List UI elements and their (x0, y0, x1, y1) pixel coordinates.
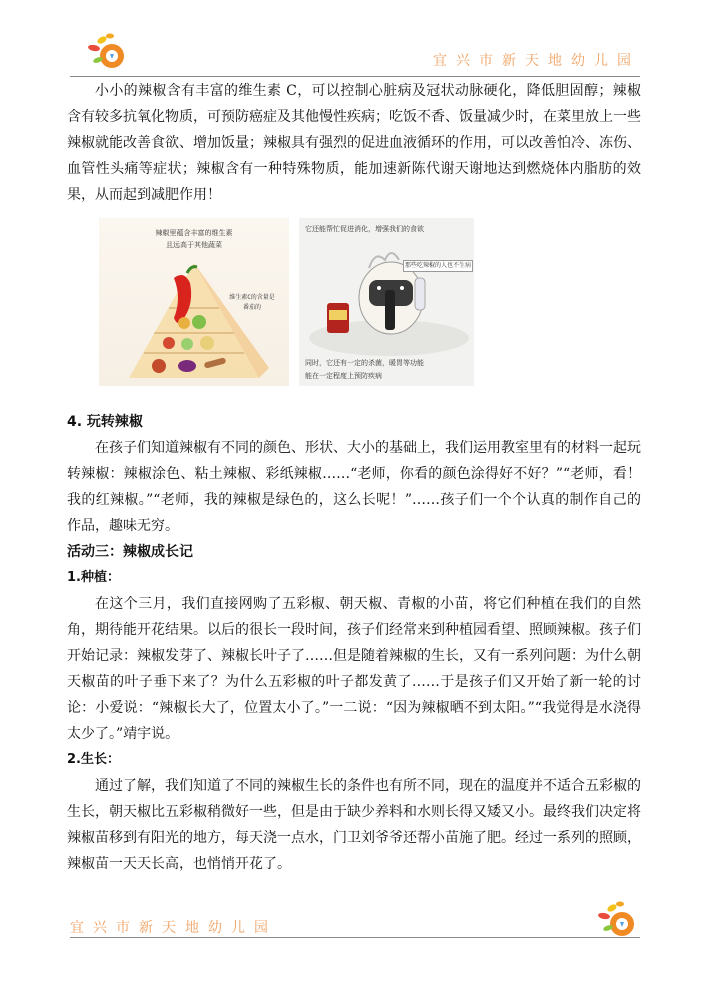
pyramid-side-note: 维生素C的含量是番茄的 (229, 294, 275, 311)
figure-row (99, 218, 641, 401)
intro-paragraph: 小小的辣椒含有丰富的维生素 C，可以控制心脏病及冠状动脉硬化，降低胆固醇；辣椒含有较多抗氧化物质，可预防癌症及其他慢性疾病；吃饭不香、饭量减少时，在菜里放上一些辣椒就能改善食欲、增加饭量；辣椒具有强烈的促进血液循环的作用，可以改善怕冷、冻伤、血管性头痛等症状；辣椒含有一种特殊物质，能加速新陈代谢天谢地达到燃烧体内脂肪的效果，从而起到减肥作用！ (67, 83, 641, 203)
pyramid-caption-1: 辣椒里蕴含丰富的维生素 (155, 229, 233, 237)
food-pyramid-figure (99, 218, 289, 386)
header-school-name: 宜兴市新天地幼儿园 (433, 53, 640, 69)
page-footer (70, 900, 640, 950)
footer-school-name: 宜兴市新天地幼儿园 (70, 920, 277, 936)
activity-three-heading: 活动三：辣椒成长记 (67, 544, 193, 560)
document-body (67, 78, 641, 877)
cartoon-caption-top: 它还能帮忙促进消化，增强我们的食欲 (305, 225, 424, 233)
kindergarten-logo-icon (80, 30, 130, 74)
cartoon-caption-bottom: 同时，它还有一定的杀菌，暖胃等功能 (305, 359, 424, 367)
footer-divider (70, 937, 640, 938)
section-heading-play: 4. 玩转辣椒 (67, 414, 143, 430)
cartoon-caption-bottom-2: 能在一定程度上预防疾病 (305, 372, 382, 380)
planting-paragraph: 在这个三月，我们直接网购了五彩椒、朝天椒、青椒的小苗，将它们种植在我们的自然角，期待能开花结果。以后的很长一段时间，孩子们经常来到种植园看望、照顾辣椒。孩子们开始记录：辣椒发芽了、辣椒长叶子了……但是随着辣椒的生长，又有一系列问题：为什么朝天椒苗的叶子垂下来了？为什么五彩椒的叶子都发黄了……于是孩子们又开始了新一轮的讨论：小爱说：“辣椒长大了，位置太小了。”一二说：“因为辣椒晒不到太阳。”“我觉得是水浇得太少了。”靖宇说。 (67, 596, 641, 742)
cartoon-figure (299, 218, 474, 386)
growing-heading: 2.生长： (67, 752, 120, 767)
planting-heading: 1.种植： (67, 570, 120, 585)
play-paragraph: 在孩子们知道辣椒有不同的颜色、形状、大小的基础上，我们运用教室里有的材料一起玩转辣椒：辣椒涂色、粘土辣椒、彩纸辣椒……“老师，你看的颜色涂得好不好？”“老师，看！我的红辣椒。”“老师，我的辣椒是绿色的，这么长呢！”……孩子们一个个认真的制作自己的作品，趣味无穷。 (67, 440, 641, 534)
page-header (70, 28, 640, 78)
cartoon-speech-bubble: 那些吃辣椒的人也不生病 (403, 260, 473, 272)
kindergarten-logo-icon (590, 898, 640, 942)
pyramid-caption-2: 且远高于其他蔬菜 (166, 241, 222, 249)
growing-paragraph: 通过了解，我们知道了不同的辣椒生长的条件也有所不同，现在的温度并不适合五彩椒的生长，朝天椒比五彩椒稍微好一些，但是由于缺少养料和水则长得又矮又小。最终我们决定将辣椒苗移到有阳光的地方，每天浇一点水，门卫刘爷爷还帮小苗施了肥。经过一系列的照顾，辣椒苗一天天长高，也悄悄开花了。 (67, 778, 641, 872)
header-divider (70, 76, 640, 77)
